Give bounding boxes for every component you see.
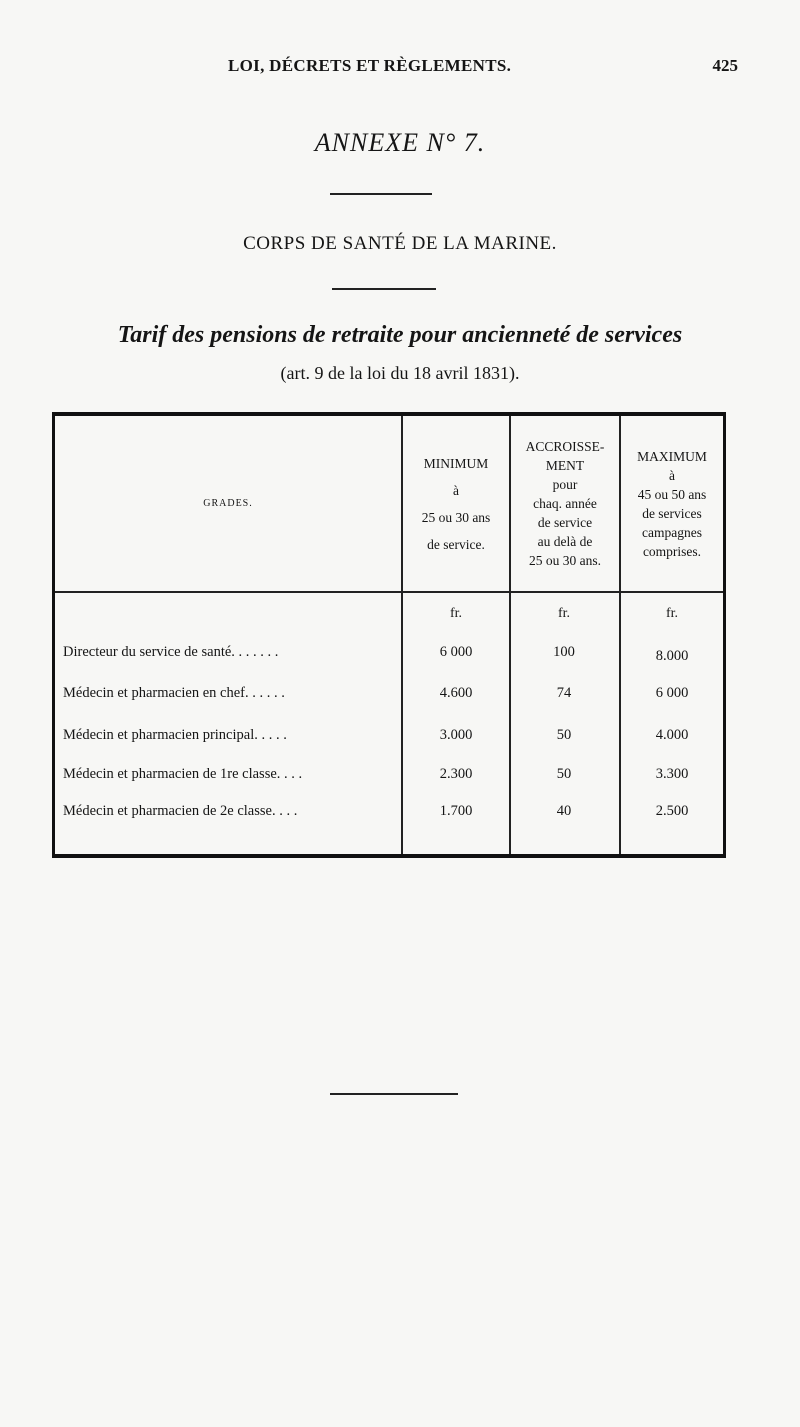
corps-title: CORPS DE SANTÉ DE LA MARINE. [243, 233, 557, 254]
accroissement-value: 74 [556, 685, 572, 701]
minimum-value: 3.000 [439, 727, 473, 743]
maximum-value: 6 000 [655, 685, 689, 701]
table-row [55, 685, 723, 715]
unit-accroissement: fr. [557, 606, 571, 621]
minimum-value: 4.600 [439, 685, 473, 701]
accroissement-value: 40 [556, 803, 572, 819]
pension-table [52, 412, 726, 858]
header-maximum: MAXIMUM à 45 ou 50 ans de services campagnes comprises. [637, 448, 707, 559]
tarif-title: Tarif des pensions de retraite pour ancienneté de services [117, 322, 683, 348]
header-accroissement: ACCROISSE- MENT pour chaq. année de service au delà de 25 ou 30 ans. [525, 439, 605, 568]
minimum-value: 1.700 [439, 803, 473, 819]
page-number: 425 [712, 56, 738, 75]
table-row [55, 766, 723, 796]
header-minimum: MINIMUM à 25 ou 30 ans de service. [421, 455, 491, 552]
running-header [0, 56, 800, 86]
maximum-value: 2.500 [655, 803, 689, 819]
grade-label: Directeur du service de santé. . . . . . . [63, 644, 279, 660]
divider-rule [330, 193, 432, 195]
grade-label: Médecin et pharmacien principal. . . . . [63, 727, 287, 743]
unit-minimum: fr. [449, 606, 463, 621]
maximum-value: 4.000 [655, 727, 689, 743]
divider-rule [332, 288, 436, 290]
maximum-value: 8.000 [655, 648, 689, 664]
unit-maximum: fr. [665, 606, 679, 621]
accroissement-value: 50 [556, 766, 572, 782]
maximum-value: 3.300 [655, 766, 689, 782]
running-title: LOI, DÉCRETS ET RÈGLEMENTS. [228, 56, 512, 75]
minimum-value: 2.300 [439, 766, 473, 782]
grade-label: Médecin et pharmacien de 2e classe. . . . [63, 803, 298, 819]
grade-label: Médecin et pharmacien en chef. . . . . . [63, 685, 285, 701]
accroissement-value: 100 [553, 644, 575, 660]
table-row [55, 644, 723, 674]
accroissement-value: 50 [556, 727, 572, 743]
minimum-value: 6 000 [439, 644, 473, 660]
divider-rule [330, 1093, 458, 1095]
table-row [55, 727, 723, 757]
grade-label: Médecin et pharmacien de 1re classe. . . . [63, 766, 303, 782]
header-divider [55, 591, 723, 593]
tarif-subtitle: (art. 9 de la loi du 18 avril 1831). [280, 363, 520, 383]
annex-title: ANNEXE N° 7. [314, 128, 486, 157]
table-row [55, 803, 723, 833]
header-grades: GRADES. [203, 498, 253, 509]
